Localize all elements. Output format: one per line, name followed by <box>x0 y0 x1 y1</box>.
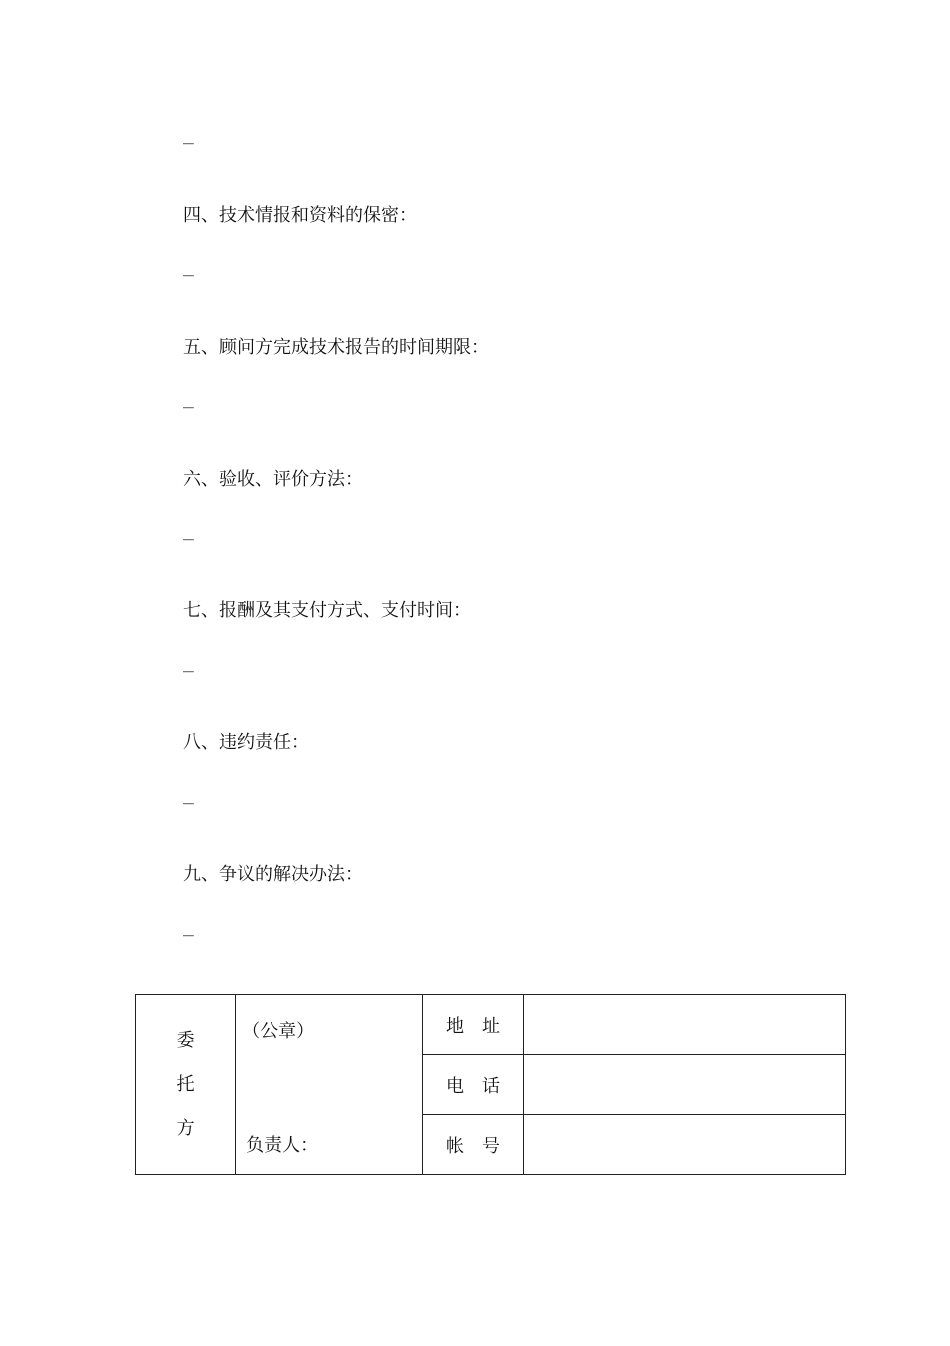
client-party-table <box>135 994 846 1175</box>
section-heading-acceptance: 六、验收、评价方法： <box>183 469 363 490</box>
seal-cell[interactable] <box>236 995 423 1175</box>
address-label-cell <box>423 995 523 1055</box>
section-heading-liability: 八、违约责任： <box>183 732 309 753</box>
field-label-char: 号 <box>481 1135 500 1157</box>
section-heading-dispute: 九、争议的解决办法： <box>183 864 363 885</box>
field-label-char: 地 <box>445 1015 464 1037</box>
seal-label: （公章） <box>242 1021 315 1042</box>
phone-label-cell <box>423 1055 523 1115</box>
party-role-cell <box>136 995 236 1175</box>
party-role-char: 委 <box>176 1029 195 1051</box>
party-role-char: 方 <box>176 1117 195 1139</box>
field-label-char: 电 <box>445 1075 464 1097</box>
section-heading-deadline: 五、顾问方完成技术报告的时间期限： <box>183 337 489 358</box>
phone-value-field[interactable] <box>523 1055 845 1115</box>
blank-line[interactable]: _ <box>183 388 194 409</box>
field-label-char: 帐 <box>445 1135 464 1157</box>
party-role-char: 托 <box>176 1073 195 1095</box>
blank-line[interactable]: _ <box>183 256 194 277</box>
section-heading-confidentiality: 四、技术情报和资料的保密： <box>183 205 417 226</box>
address-value-field[interactable] <box>523 995 845 1055</box>
blank-line[interactable]: _ <box>183 124 194 145</box>
blank-line[interactable]: _ <box>183 784 194 805</box>
account-value-field[interactable] <box>523 1115 845 1175</box>
blank-line[interactable]: _ <box>183 916 194 937</box>
section-heading-payment: 七、报酬及其支付方式、支付时间： <box>183 600 471 621</box>
blank-line[interactable]: _ <box>183 520 194 541</box>
field-label-char: 话 <box>481 1075 500 1097</box>
signer-label: 负责人： <box>246 1135 319 1156</box>
blank-line[interactable]: _ <box>183 652 194 673</box>
field-label-char: 址 <box>481 1015 500 1037</box>
account-label-cell <box>423 1115 523 1175</box>
